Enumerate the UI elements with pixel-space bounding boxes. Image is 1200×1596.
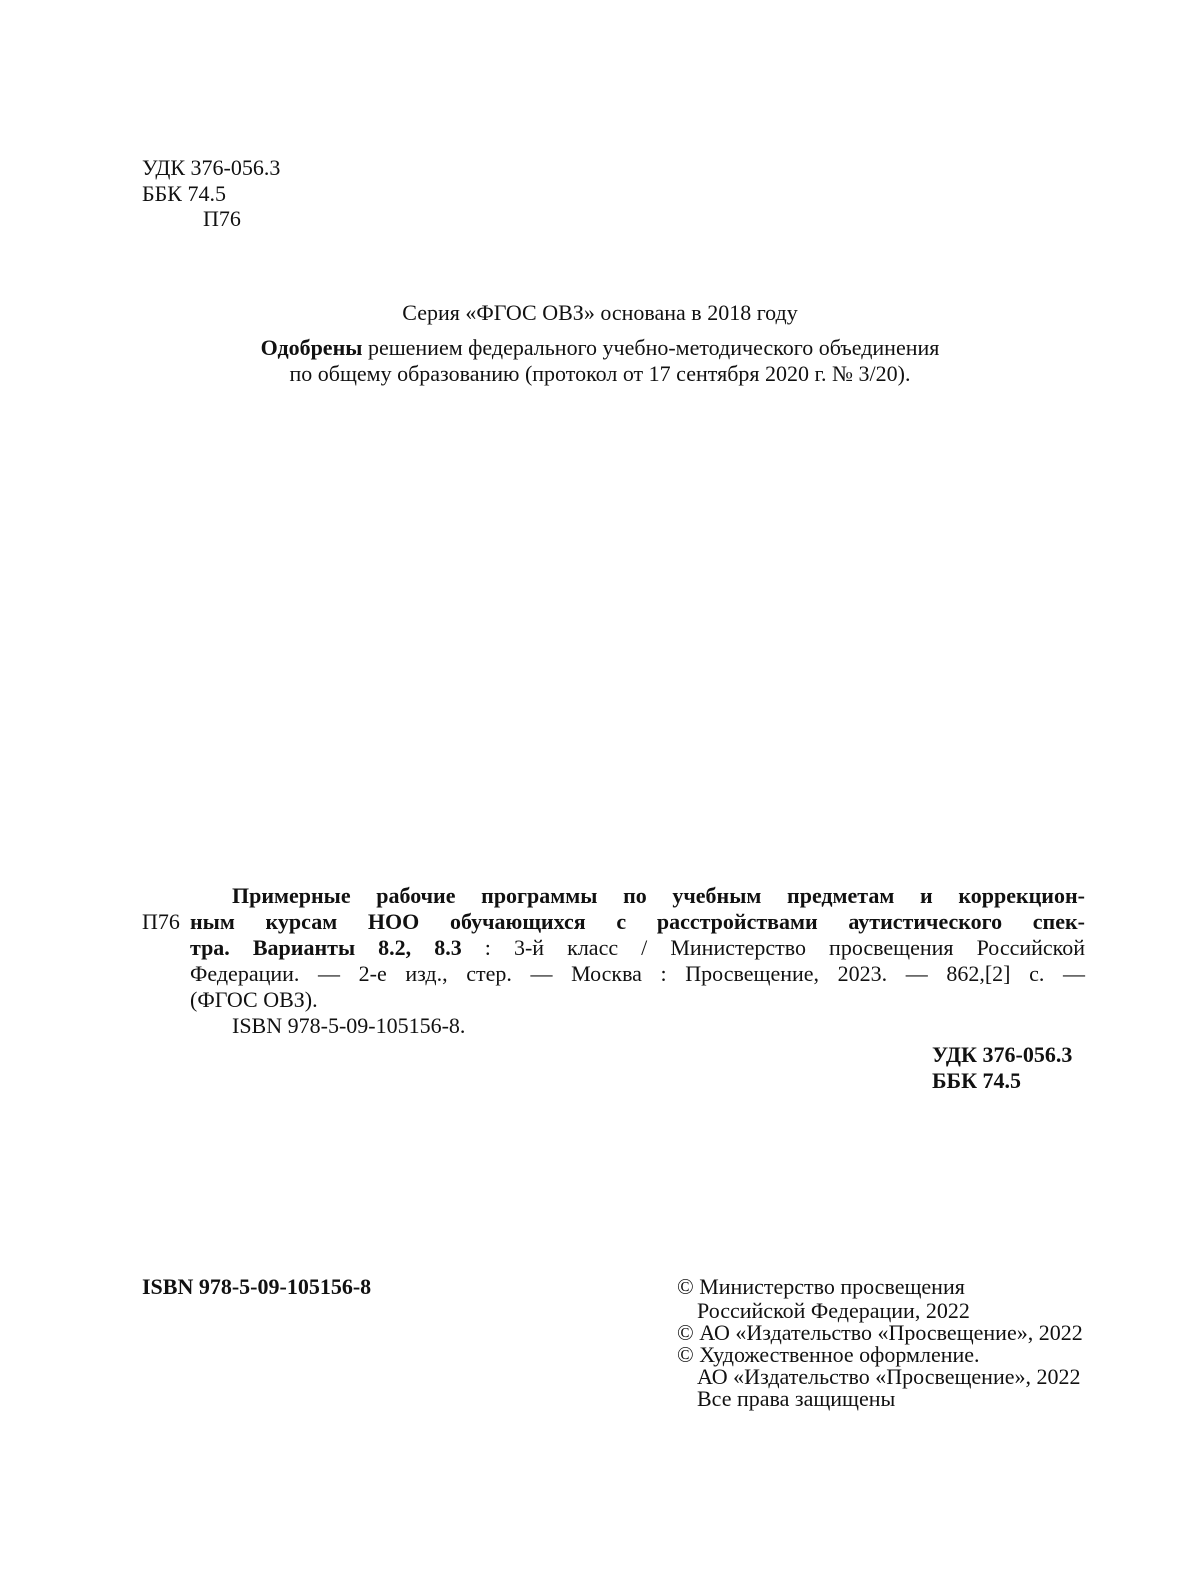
copyright-ministry-cont: Российской Федерации, 2022 bbox=[697, 1298, 970, 1323]
card-variants: тра. Варианты 8.2, 8.3 bbox=[190, 935, 462, 960]
approval-line-2: по общему образованию (протокол от 17 сентября 2020 г. № 3/20). bbox=[289, 361, 911, 386]
card-line-3 bbox=[190, 935, 1085, 961]
copyright-design-publisher: АО «Издательство «Просвещение», 2022 bbox=[697, 1364, 1081, 1389]
card-udk: УДК 376-056.3 bbox=[932, 1042, 1073, 1067]
card-line-4: Федерации. — 2-е изд., стер. — Москва : Просвещение, 2023. — 862,[2] с. — bbox=[190, 961, 1085, 986]
footer-isbn: ISBN 978-5-09-105156-8 bbox=[142, 1274, 372, 1299]
copyright-publisher: © АО «Издательство «Просвещение», 2022 bbox=[677, 1320, 1083, 1345]
card-class-info: : 3-й класс / Министерство просвещения Российской bbox=[461, 935, 1086, 960]
author-sign: П76 bbox=[203, 206, 241, 231]
series-note: Серия «ФГОС ОВЗ» основана в 2018 году bbox=[402, 300, 798, 325]
card-line-5: (ФГОС ОВЗ). bbox=[190, 987, 318, 1012]
udk-code: УДК 376-056.3 bbox=[142, 155, 281, 180]
copyright-ministry: © Министерство просвещения bbox=[677, 1274, 965, 1299]
card-isbn: ISBN 978-5-09-105156-8. bbox=[232, 1013, 466, 1038]
approval-line-1 bbox=[0, 335, 1200, 361]
card-author-sign: П76 bbox=[142, 909, 180, 934]
rights-reserved: Все права защищены bbox=[697, 1386, 896, 1411]
approval-bold: Одобрены bbox=[260, 335, 363, 360]
copyright-design: © Художественное оформление. bbox=[677, 1342, 980, 1367]
card-title-line-2: ным курсам НОО обучающихся с расстройствами аутистического спек- bbox=[190, 909, 1085, 934]
card-bbk: ББК 74.5 bbox=[932, 1068, 1022, 1093]
card-title-line-1: Примерные рабочие программы по учебным предметам и коррекцион- bbox=[232, 883, 1085, 908]
bbk-code: ББК 74.5 bbox=[142, 181, 226, 206]
approval-text: решением федерального учебно-методического объединения bbox=[362, 335, 940, 360]
